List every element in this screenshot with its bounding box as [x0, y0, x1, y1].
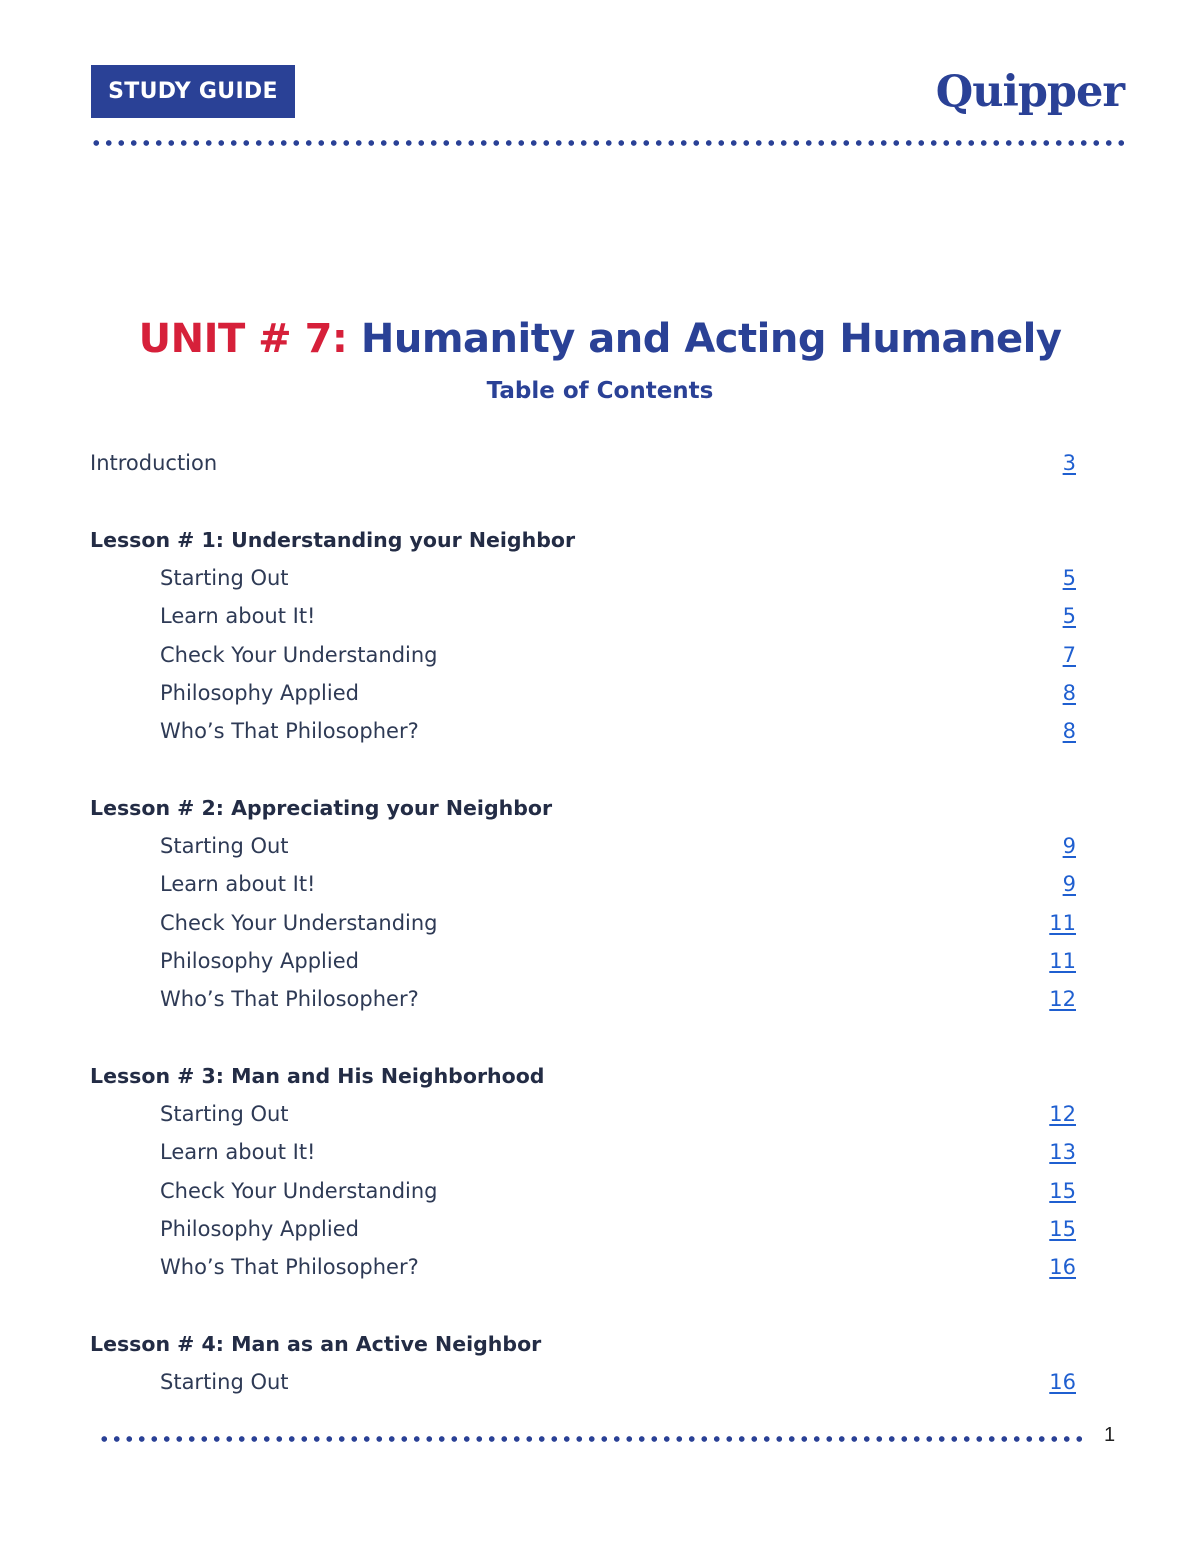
toc-page-link[interactable]: 16 — [1049, 1255, 1076, 1280]
study-guide-badge: STUDY GUIDE — [91, 65, 295, 118]
toc-row — [90, 827, 1076, 865]
lesson-heading — [90, 1057, 1076, 1095]
toc-label: Starting Out — [160, 566, 289, 591]
lesson-heading — [90, 789, 1076, 827]
toc-row — [90, 559, 1076, 597]
toc-label: Introduction — [90, 451, 218, 476]
toc-label: Starting Out — [160, 834, 289, 859]
toc-row — [90, 1248, 1076, 1286]
toc-row — [90, 1095, 1076, 1133]
table-of-contents — [90, 444, 1076, 1401]
toc-page-link[interactable]: 5 — [1062, 604, 1076, 629]
toc-heading: Table of Contents — [486, 378, 714, 404]
lesson-heading — [90, 1325, 1076, 1363]
toc-row — [90, 1210, 1076, 1248]
toc-page-link[interactable]: 9 — [1062, 834, 1076, 859]
toc-label: Who’s That Philosopher? — [160, 987, 419, 1012]
toc-row-introduction — [90, 444, 1076, 482]
unit-title — [0, 316, 1200, 362]
toc-label: Starting Out — [160, 1102, 289, 1127]
quipper-logo: Quipper — [935, 67, 1124, 117]
toc-page-link[interactable]: 7 — [1062, 642, 1076, 667]
unit-name: Humanity and Acting Humanely — [360, 316, 1062, 362]
toc-page-link[interactable]: 15 — [1049, 1178, 1076, 1203]
toc-page-link[interactable]: 11 — [1049, 949, 1076, 973]
toc-label: Check Your Understanding — [160, 910, 438, 935]
toc-page-link[interactable]: 11 — [1049, 910, 1076, 935]
toc-label: Learn about It! — [160, 872, 316, 897]
toc-row — [90, 1133, 1076, 1171]
toc-row — [90, 597, 1076, 635]
page-number: 1 — [1104, 1424, 1116, 1446]
toc-label: Learn about It! — [160, 604, 316, 629]
toc-label: Philosophy Applied — [160, 1217, 359, 1242]
toc-page-link[interactable]: 9 — [1062, 872, 1076, 897]
toc-row — [90, 1363, 1076, 1401]
toc-page-link[interactable]: 12 — [1049, 987, 1076, 1012]
toc-label: Learn about It! — [160, 1140, 316, 1165]
toc-row — [90, 674, 1076, 712]
lesson-title: Lesson # 2: Appreciating your Neighbor — [90, 795, 553, 820]
toc-page-link[interactable]: 5 — [1062, 566, 1076, 591]
toc-row — [90, 1172, 1076, 1210]
toc-label: Check Your Understanding — [160, 1178, 438, 1203]
toc-page-link[interactable]: 8 — [1062, 680, 1076, 705]
unit-number: UNIT # 7: — [138, 316, 348, 362]
toc-label: Check Your Understanding — [160, 642, 438, 667]
toc-row — [90, 942, 1076, 980]
lesson-title: Lesson # 3: Man and His Neighborhood — [90, 1063, 545, 1088]
toc-row — [90, 904, 1076, 942]
toc-page-link[interactable]: 13 — [1049, 1140, 1076, 1165]
toc-row — [90, 980, 1076, 1018]
header-dotted-divider — [90, 140, 1126, 146]
toc-page-link[interactable]: 8 — [1062, 719, 1076, 744]
toc-page-link[interactable]: 12 — [1049, 1102, 1076, 1127]
toc-label: Who’s That Philosopher? — [160, 719, 419, 744]
toc-label: Philosophy Applied — [160, 949, 359, 973]
toc-row — [90, 635, 1076, 673]
toc-page-link[interactable]: 3 — [1062, 451, 1076, 476]
toc-page-link[interactable]: 15 — [1049, 1217, 1076, 1242]
lesson-heading — [90, 521, 1076, 559]
lesson-title: Lesson # 4: Man as an Active Neighbor — [90, 1331, 542, 1356]
toc-row — [90, 712, 1076, 750]
toc-page-link[interactable]: 16 — [1049, 1370, 1076, 1395]
toc-label: Philosophy Applied — [160, 680, 359, 705]
lesson-title: Lesson # 1: Understanding your Neighbor — [90, 527, 576, 552]
toc-label: Who’s That Philosopher? — [160, 1255, 419, 1280]
toc-row — [90, 865, 1076, 903]
toc-label: Starting Out — [160, 1370, 289, 1395]
footer-dotted-divider — [98, 1436, 1088, 1442]
